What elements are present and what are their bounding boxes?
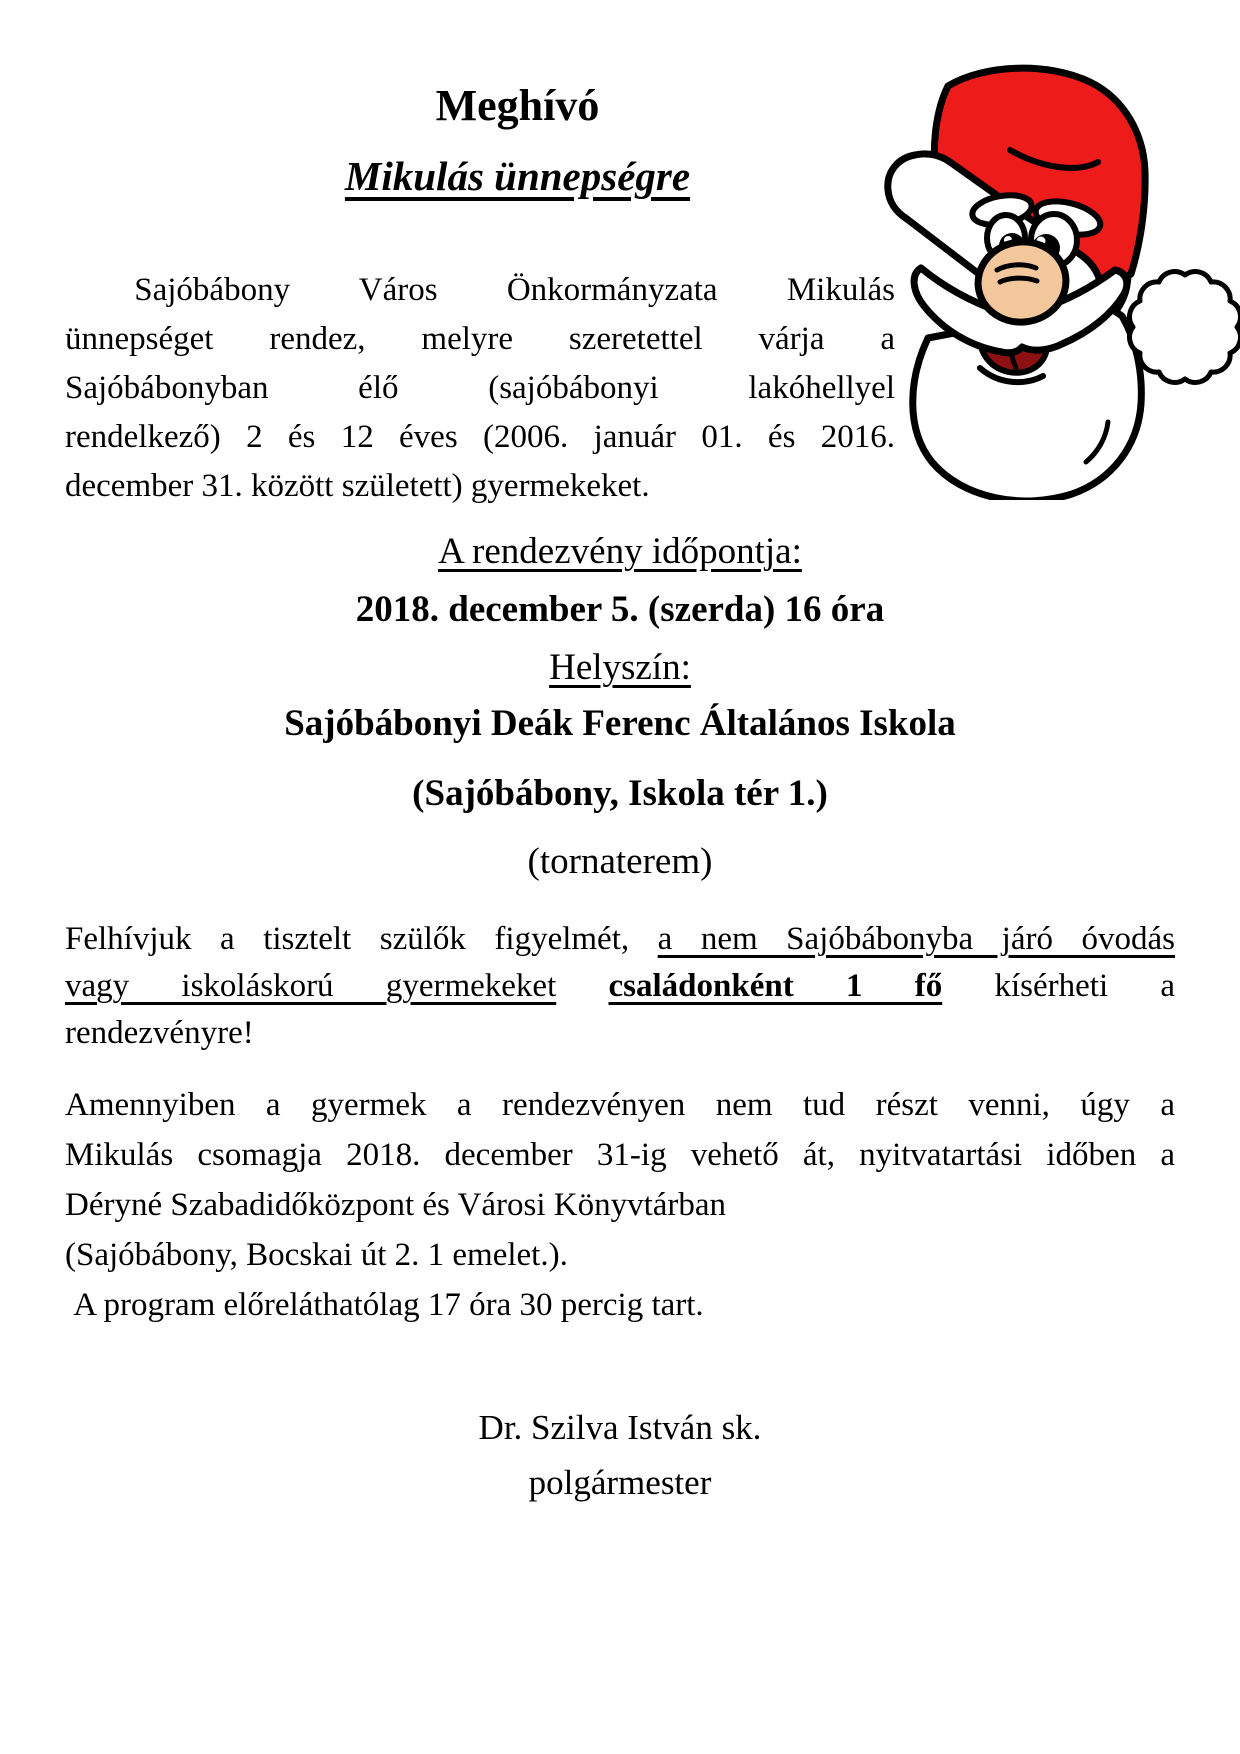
pickup-line: (Sajóbábony, Bocskai út 2. 1 emelet.). bbox=[65, 1237, 568, 1273]
signature-name: Dr. Szilva István sk. bbox=[478, 1408, 762, 1447]
signature-block bbox=[65, 1400, 1175, 1510]
event-venue: Sajóbábonyi Deák Ferenc Általános Iskola bbox=[284, 703, 956, 744]
notice-bold-underlined-text: családonként 1 fő bbox=[608, 968, 943, 1004]
notice-text: Felhívjuk a tisztelt szülők figyelmét, bbox=[65, 921, 630, 957]
notice-underlined-text: a nem Sajóbábonyba járó óvodás bbox=[657, 921, 1175, 957]
notice-paragraph bbox=[65, 916, 1175, 1057]
page-title: Meghívó bbox=[435, 81, 600, 130]
page-subtitle bbox=[65, 152, 970, 200]
notice-underlined-text: vagy iskoláskorú gyermekeket bbox=[65, 968, 557, 1004]
page-subtitle-text: Mikulás ünnepségre bbox=[344, 153, 691, 199]
event-time-label bbox=[65, 530, 1175, 573]
santa-hat-pompom bbox=[1130, 272, 1240, 383]
event-location-label bbox=[65, 646, 1175, 689]
pickup-line: Amennyiben a gyermek a rendezvényen nem tud részt venni, úgy a bbox=[65, 1087, 1175, 1123]
intro-paragraph bbox=[65, 266, 895, 511]
pickup-line: Mikulás csomagja 2018. december 31-ig vehető át, nyitvatartási időben a bbox=[65, 1137, 1175, 1173]
intro-line: december 31. között született) gyermekeket. bbox=[65, 468, 650, 504]
pickup-line: Déryné Szabadidőközpont és Városi Könyvtárban bbox=[65, 1187, 727, 1223]
notice-line bbox=[65, 916, 1175, 963]
intro-line: Sajóbábony Város Önkormányzata Mikulás bbox=[65, 272, 895, 308]
event-location-label-text: Helyszín: bbox=[549, 647, 691, 688]
notice-line: rendezvényre! bbox=[65, 1015, 254, 1051]
event-time-value: 2018. december 5. (szerda) 16 óra bbox=[355, 589, 885, 630]
event-venue-room: (tornaterem) bbox=[527, 841, 713, 882]
intro-line: Sajóbábonyban élő (sajóbábonyi lakóhellyel bbox=[65, 370, 895, 406]
event-venue-address: (Sajóbábony, Iskola tér 1.) bbox=[412, 773, 828, 814]
notice-text: kísérheti a bbox=[994, 968, 1176, 1004]
signature-role: polgármester bbox=[528, 1463, 712, 1502]
notice-line bbox=[65, 963, 1175, 1010]
intro-line: ünnepséget rendez, melyre szeretettel várja a bbox=[65, 321, 895, 357]
pickup-paragraph bbox=[65, 1080, 1175, 1330]
pickup-line: A program előreláthatólag 17 óra 30 percig tart. bbox=[65, 1287, 704, 1323]
event-time-label-text: A rendezvény időpontja: bbox=[438, 531, 802, 572]
intro-line: rendelkező) 2 és 12 éves (2006. január 01. és 2016. bbox=[65, 419, 895, 455]
